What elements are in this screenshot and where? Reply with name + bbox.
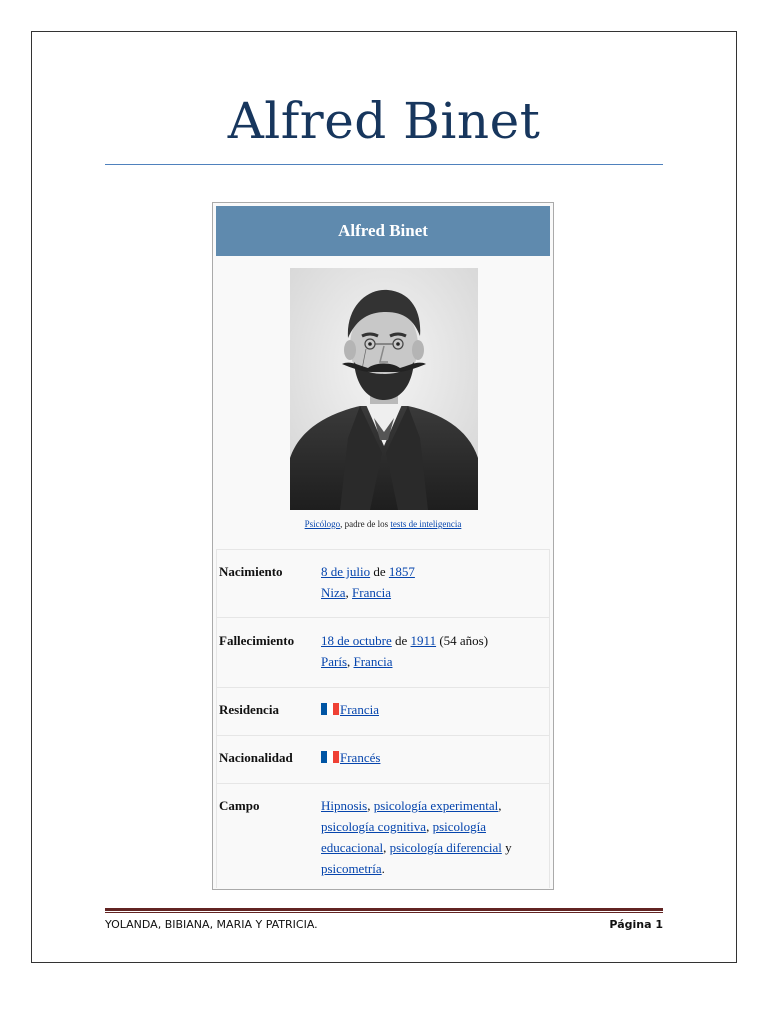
link-hipnosis[interactable]: Hipnosis	[321, 798, 368, 813]
row-label-nacionalidad: Nacionalidad	[219, 750, 293, 765]
row-label-residencia: Residencia	[219, 702, 279, 717]
footer-page-number: Página 1	[609, 918, 663, 931]
text-de: de	[391, 633, 411, 648]
title-underline	[105, 164, 663, 165]
text-sep: ,	[367, 798, 374, 813]
caption-link-tests[interactable]: tests de inteligencia	[390, 519, 462, 529]
link-psicologia-cognitiva[interactable]: psicología cognitiva	[321, 819, 427, 834]
link-psicologia-educacional[interactable]: psicología educacional	[321, 819, 486, 855]
caption-link-psicologo[interactable]: Psicólogo	[304, 519, 341, 529]
footer-authors: YOLANDA, BIBIANA, MARIA Y PATRICIA.	[105, 918, 318, 931]
row-fallecimiento	[216, 617, 550, 688]
link-birth-year[interactable]: 1857	[388, 564, 415, 579]
link-death-year[interactable]: 1911	[410, 633, 437, 648]
link-psicologia-experimental[interactable]: psicología experimental	[373, 798, 499, 813]
link-death-country[interactable]: Francia	[353, 654, 393, 669]
infobox	[212, 202, 554, 890]
text-comma: ,	[345, 585, 353, 600]
row-value-fallecimiento	[321, 630, 543, 672]
portrait-image	[290, 268, 478, 510]
text-comma: ,	[347, 654, 354, 669]
link-psicologia-diferencial[interactable]: psicología diferencial	[389, 840, 502, 855]
portrait-caption	[216, 519, 550, 529]
text-sep: ,	[383, 840, 390, 855]
text-sep: ,	[426, 819, 433, 834]
row-label-campo: Campo	[219, 798, 260, 813]
row-label-fallecimiento: Fallecimiento	[219, 633, 295, 648]
text-sep: y	[501, 840, 512, 855]
link-birth-date[interactable]: 8 de julio	[321, 564, 371, 579]
france-flag-icon	[321, 700, 339, 712]
text-de: de	[370, 564, 389, 579]
text-period: .	[381, 861, 385, 876]
link-residencia[interactable]: Francia	[340, 702, 379, 717]
link-death-date[interactable]: 18 de octubre	[321, 633, 392, 648]
text-age: (54 años)	[436, 633, 489, 648]
caption-text: , padre de los	[340, 519, 391, 529]
infobox-header: Alfred Binet	[216, 206, 550, 256]
link-nacionalidad[interactable]: Francés	[340, 750, 381, 765]
footer-rule-thin	[105, 912, 663, 913]
link-death-city[interactable]: París	[321, 654, 347, 669]
row-value-campo	[321, 795, 543, 879]
row-residencia	[216, 687, 550, 736]
row-value-nacimiento	[321, 561, 543, 603]
document-title: Alfred Binet	[227, 92, 541, 150]
link-birth-city[interactable]: Niza	[321, 585, 346, 600]
row-label-nacimiento: Nacimiento	[219, 564, 283, 579]
row-value-nacionalidad	[321, 747, 543, 768]
row-value-residencia	[321, 699, 543, 720]
footer-rule-thick	[105, 908, 663, 911]
row-campo	[216, 783, 550, 888]
row-nacionalidad	[216, 735, 550, 784]
france-flag-icon	[321, 748, 339, 760]
link-psicometria[interactable]: psicometría	[321, 861, 382, 876]
text-sep: ,	[498, 798, 502, 813]
row-nacimiento	[216, 549, 550, 618]
link-birth-country[interactable]: Francia	[352, 585, 392, 600]
